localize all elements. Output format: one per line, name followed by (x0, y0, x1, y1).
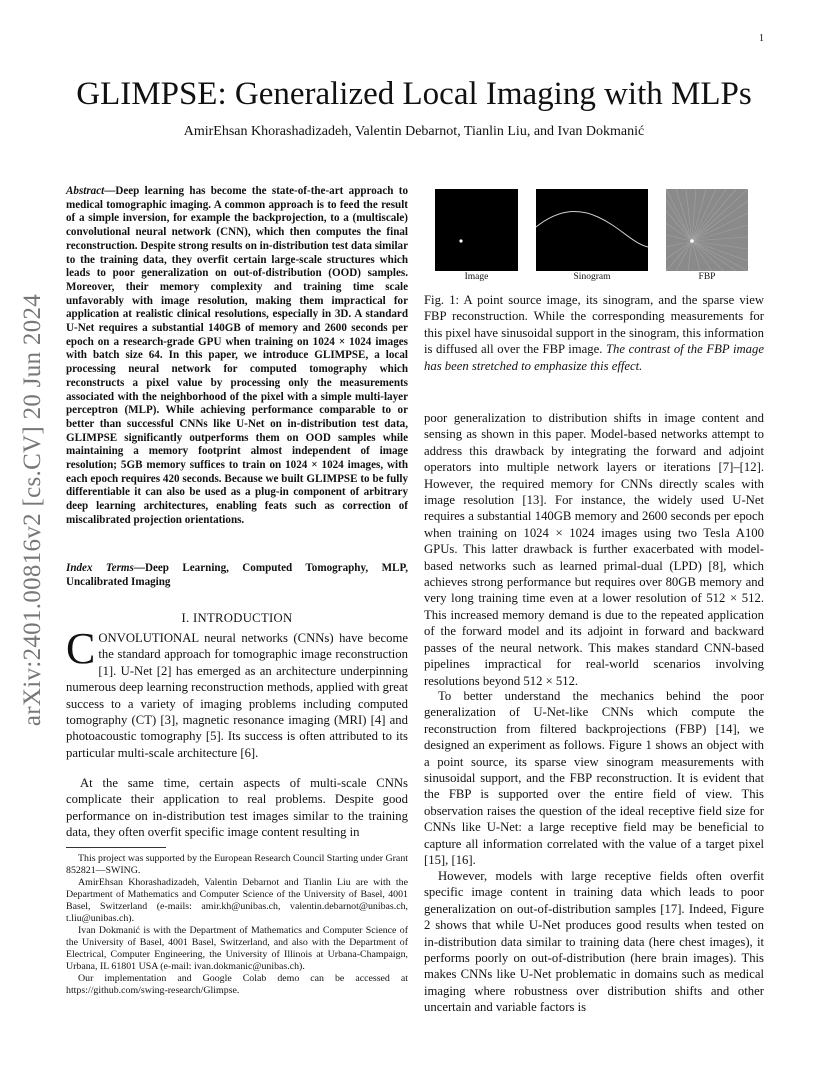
abstract (66, 185, 408, 528)
intro-paragraph-1 (66, 624, 408, 761)
figure-sinogram-panel (536, 189, 648, 271)
footnote-affiliation-1: AmirEhsan Khorashadizadeh, Valentin Debarnot and Tianlin Liu are with the Department of Mathematics and Computer Science of the University of Basel, 4001 Basel, Switzerland (e-mails: amir.kh@unibas.ch, valentin.debarnot@unibas.ch, t.liu@unibas.ch). (66, 877, 408, 924)
page-number: 1 (759, 33, 764, 44)
intro-paragraph-2: At the same time, certain aspects of multi-scale CNNs complicate their application to real problems. Despite good performance on in-distribution test images similar to the training data, they often overfit specific image content resulting in (66, 776, 408, 840)
paper-title: GLIMPSE: Generalized Local Imaging with MLPs (76, 76, 752, 112)
abstract-label: Abstract (66, 185, 105, 197)
section-heading: I. INTRODUCTION (181, 611, 293, 625)
footnote-affiliation-2: Ivan Dokmanić is with the Department of Mathematics and Computer Science of the University of Basel, 4001 Basel, Switzerland, and also with the Department of Electrical, Computer Engineering, the University of Illinois at Urbana-Champaign, Urbana, IL 61801 USA (e-mail: ivan.dokmanic@unibas.ch). (66, 925, 408, 972)
index-terms (66, 562, 408, 589)
sinogram-image (536, 189, 648, 271)
fbp-reconstruction-image (666, 189, 748, 271)
footnote-funding: This project was supported by the European Research Council Starting under Grant 852821—SWING. (66, 853, 408, 876)
index-terms-text: —Deep Learning, Computed Tomography, MLP, Uncalibrated Imaging (66, 562, 408, 588)
drop-cap: C (66, 624, 96, 673)
figure-fbp-panel (666, 189, 748, 271)
right-paragraph-2: To better understand the mechanics behind the poor generalization of U-Net-like CNNs which compute the reconstruction from filtered backprojections (FBP) [14], we designed an experiment as follows. Figure 1 shows an object with a point source, its sparse view sinogram measurements with sinusoidal support, and the FBP reconstruction. It is evident that the FBP is supported over the entire field of view. This observation raises the question of the ideal receptive field size for CNNs like U-Net: a large receptive field may be beneficial to capture all information correlated with the value of a target pixel [15], [16]. (424, 689, 764, 868)
intro-paragraph-1-text: ONVOLUTIONAL neural networks (CNNs) have become the standard approach for tomographic image reconstruction [1]. U-Net [2] has emerged as an architecture underpinning numerous deep learning reconstruction methods, applied with great success to a variety of imaging problems including computed tomography (CT) [3], magnetic resonance imaging (MRI) [4] and photoacoustic tomography [5]. Its success is often attributed to its particular multi-scale architecture [6]. (66, 631, 408, 760)
point-source-image (435, 189, 518, 271)
figure-image-panel (435, 189, 518, 271)
figure-caption-note: The contrast of the FBP image has been stretched to emphasize this effect. (424, 342, 765, 373)
abstract-text: —Deep learning has become the state-of-the-art approach to medical tomographic imaging. A common approach is to feed the result of a simple inversion, for example the backprojection, to a (multiscale) convolutional neural network (CNN), which then computes the final reconstruction. Despite strong results on in-distribution test data similar to the training data, they overfit certain large-scale structures which leads to poor generalization on out-of-distribution (OOD) samples. Moreover, their memory complexity and training time scale unfavorably with image resolution, making them impractical for application at realistic clinical resolutions, especially in 3D. A standard U-Net requires a substantial 140GB of memory and 2600 seconds per epoch on a research-grade GPU when training on 1024 × 1024 images with batch size 64. In this paper, we introduce GLIMPSE, a local processing neural network for computed tomography which reconstructs a pixel value by processing only the measurements associated with the neighborhood of the pixel with a simple multi-layer perceptron (MLP). While achieving performance comparable to or better than successful CNNs like U-Net on in-distribution test data, GLIMPSE significantly outperforms them on OOD samples while maintaining a memory footprint almost independent of image resolution; 5GB memory suffices to train on 1024 × 1024 images, with each epoch requires 420 seconds. Because we built GLIMPSE to be fully differentiable it can also be used as a plug-in component of arbitrary deep learning architectures, enabling feats such as correction of miscalibrated projection orientations. (66, 185, 408, 526)
figure-label-fbp: FBP (698, 272, 716, 282)
right-paragraph-1: poor generalization to distribution shifts in image content and sensing as shown in this paper. Model-based networks attempt to address this drawback by integrating the forward and adjoint operators into multiple network layers or iterations [7]–[12]. However, the required memory for CNNs directly scales with image resolution [13]. For instance, the widely used U-Net requires a substantial 140GB memory and 2600 seconds per epoch when training on 1024 × 1024 images using two Tesla A100 GPUs. This latter drawback is further exacerbated with model-based networks such as learned primal-dual (LPD) [8], which achieves strong performance but requires over 80GB memory and very long training time even at a lower resolution of 512 × 512. This increased memory demand is due to the repeated application of the forward model and its adjoint in forward and backward passes of the neural network. This makes standard CNN-based pipelines impractical for real-world scenarios involving resolutions beyond 512 × 512. (424, 411, 764, 688)
author-list: AmirEhsan Khorashadizadeh, Valentin Debarnot, Tianlin Liu, and Ivan Dokmanić (183, 124, 645, 139)
figure-caption-text: Fig. 1: A point source image, its sinogram, and the sparse view FBP reconstruction. While the corresponding measurements for this pixel have sinusoidal support in the sinogram, this information is diffused all over the FBP image. (424, 293, 764, 357)
arxiv-sidebar (8, 290, 58, 730)
figure-label-image: Image (464, 272, 489, 282)
footnotes (66, 853, 408, 997)
footnote-code-link[interactable]: Our implementation and Google Colab demo can be accessed at https://github.com/swing-research/Glimpse. (66, 973, 408, 996)
footnote-rule (66, 847, 166, 848)
figure-caption (424, 292, 764, 374)
index-terms-label: Index Terms (66, 562, 134, 574)
arxiv-identifier: arXiv:2401.00816v2 [cs.CV] 20 Jun 2024 (19, 293, 46, 727)
right-paragraph-3: However, models with large receptive fields often overfit specific image content in training data which leads to poor generalization on out-of-distribution samples [17]. Indeed, Figure 2 shows that while U-Net produces good results when tested on in-distribution data similar to training data (here chest images), it performs poorly on out-of-distribution (here brain images). This makes CNNs like U-Net problematic in domains such as medical imaging where robustness over distribution shifts and other uncertain and variable factors is (424, 869, 764, 1015)
figure-label-sinogram: Sinogram (573, 272, 611, 282)
